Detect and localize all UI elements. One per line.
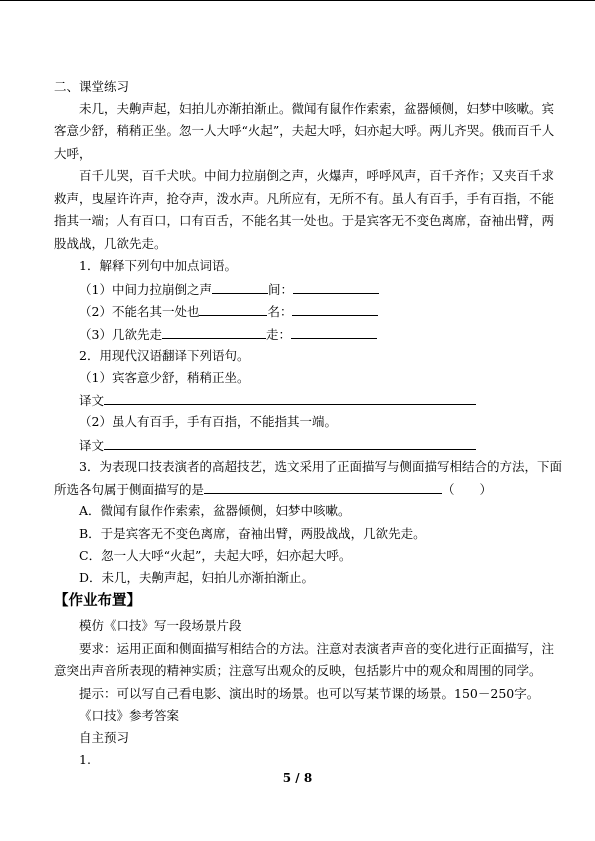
question-2-sentence: （1）宾客意少舒，稍稍正坐。 — [79, 370, 250, 385]
question-1-prompt: 1．解释下列句中加点词语。 — [79, 258, 237, 273]
homework-hint: 提示：可以写自己看电影、演出时的场景。也可以写某节课的场景。150－250字。 — [79, 686, 540, 701]
answer-blank[interactable] — [204, 481, 442, 494]
translation-blank[interactable] — [104, 392, 476, 405]
item-sentence: （1）中间力拉崩倒之声 — [79, 282, 212, 297]
passage-line: 大呼， — [54, 146, 92, 161]
question-3-answer-row — [54, 481, 492, 498]
section-title: 二、课堂练习 — [54, 79, 130, 94]
choice-paren: （ ） — [442, 482, 493, 497]
item-word: 名： — [267, 304, 293, 319]
answer-blank[interactable] — [292, 303, 378, 316]
translation-label: 译文 — [79, 393, 105, 408]
answers-title: 《口技》参考答案 — [79, 708, 180, 723]
question-3-prompt: 3．为表现口技表演者的高超技艺，选文采用了正面描写与侧面描写相结合的方法，下面 — [79, 459, 562, 474]
homework-heading: 【作业布置】 — [54, 593, 141, 609]
translation-blank[interactable] — [104, 437, 476, 450]
option-c: C．忽一人大呼“火起”，夫起大呼，妇亦起大呼。 — [79, 548, 352, 563]
passage-line: 百千儿哭，百千犬吠。中间力拉崩倒之声，火爆声，呼呼风声，百千齐作；又夹百千求 — [79, 168, 555, 183]
question-3-prompt-cont: 所选各句属于侧面描写的是 — [54, 482, 205, 497]
passage-line: 股战战，几欲先走。 — [54, 236, 167, 251]
item-sentence: （2）不能名其一处也 — [79, 304, 200, 319]
translation-row — [79, 392, 476, 409]
item-sentence: （3）几欲先走 — [79, 327, 162, 342]
answer-blank[interactable] — [199, 303, 267, 316]
question-1-item — [79, 326, 377, 343]
translation-row — [79, 437, 476, 454]
passage-line: 未几，夫齁声起，妇拍儿亦渐拍渐止。微闻有鼠作作索索，盆器倾侧，妇梦中咳嗽。宾 — [79, 101, 555, 116]
question-1-item — [79, 303, 378, 320]
passage-line: 指其一端；人有百口，口有百舌，不能名其一处也。于是宾客无不变色离席，奋袖出臂，两 — [54, 213, 555, 228]
question-1-item — [79, 281, 379, 298]
passage-line: 救声，曳屋许许声，抢夺声，泼水声。凡所应有，无所不有。虽人有百手，手有百指，不能 — [54, 191, 555, 206]
homework-requirement: 要求：运用正面和侧面描写相结合的方法。注意对表演者声音的变化进行正面描写，注 — [79, 641, 555, 656]
homework-requirement: 意突出声音所表现的精神实质；注意写出观众的反映，包括影片中的观众和周围的同学。 — [54, 663, 542, 678]
option-a: A．微闻有鼠作作索索，盆器倾侧，妇梦中咳嗽。 — [79, 503, 351, 518]
translation-label: 译文 — [79, 438, 105, 453]
answer-blank[interactable] — [162, 326, 266, 339]
item-word: 间： — [267, 282, 293, 297]
question-2-sentence: （2）虽人有百手，手有百指，不能指其一端。 — [79, 414, 337, 429]
passage-line: 客意少舒，稍稍正坐。忽一人大呼“火起”，夫起大呼，妇亦起大呼。两儿齐哭。俄而百千人 — [54, 123, 555, 138]
question-2-prompt: 2．用现代汉语翻译下列语句。 — [79, 348, 250, 363]
answer-blank[interactable] — [212, 281, 268, 294]
item-word: 走： — [265, 327, 291, 342]
answers-number: 1. — [79, 752, 91, 767]
answer-blank[interactable] — [293, 281, 379, 294]
option-b: B．于是宾客无不变色离席，奋袖出臂，两股战战，几欲先走。 — [79, 526, 426, 541]
homework-task: 模仿《口技》写一段场景片段 — [79, 618, 242, 633]
page-number: 5 / 8 — [282, 771, 313, 785]
answers-subtitle: 自主预习 — [79, 730, 130, 745]
answer-blank[interactable] — [291, 326, 377, 339]
option-d: D．未几，夫齁声起，妇拍儿亦渐拍渐止。 — [79, 570, 315, 585]
top-border-line — [0, 0, 595, 1]
